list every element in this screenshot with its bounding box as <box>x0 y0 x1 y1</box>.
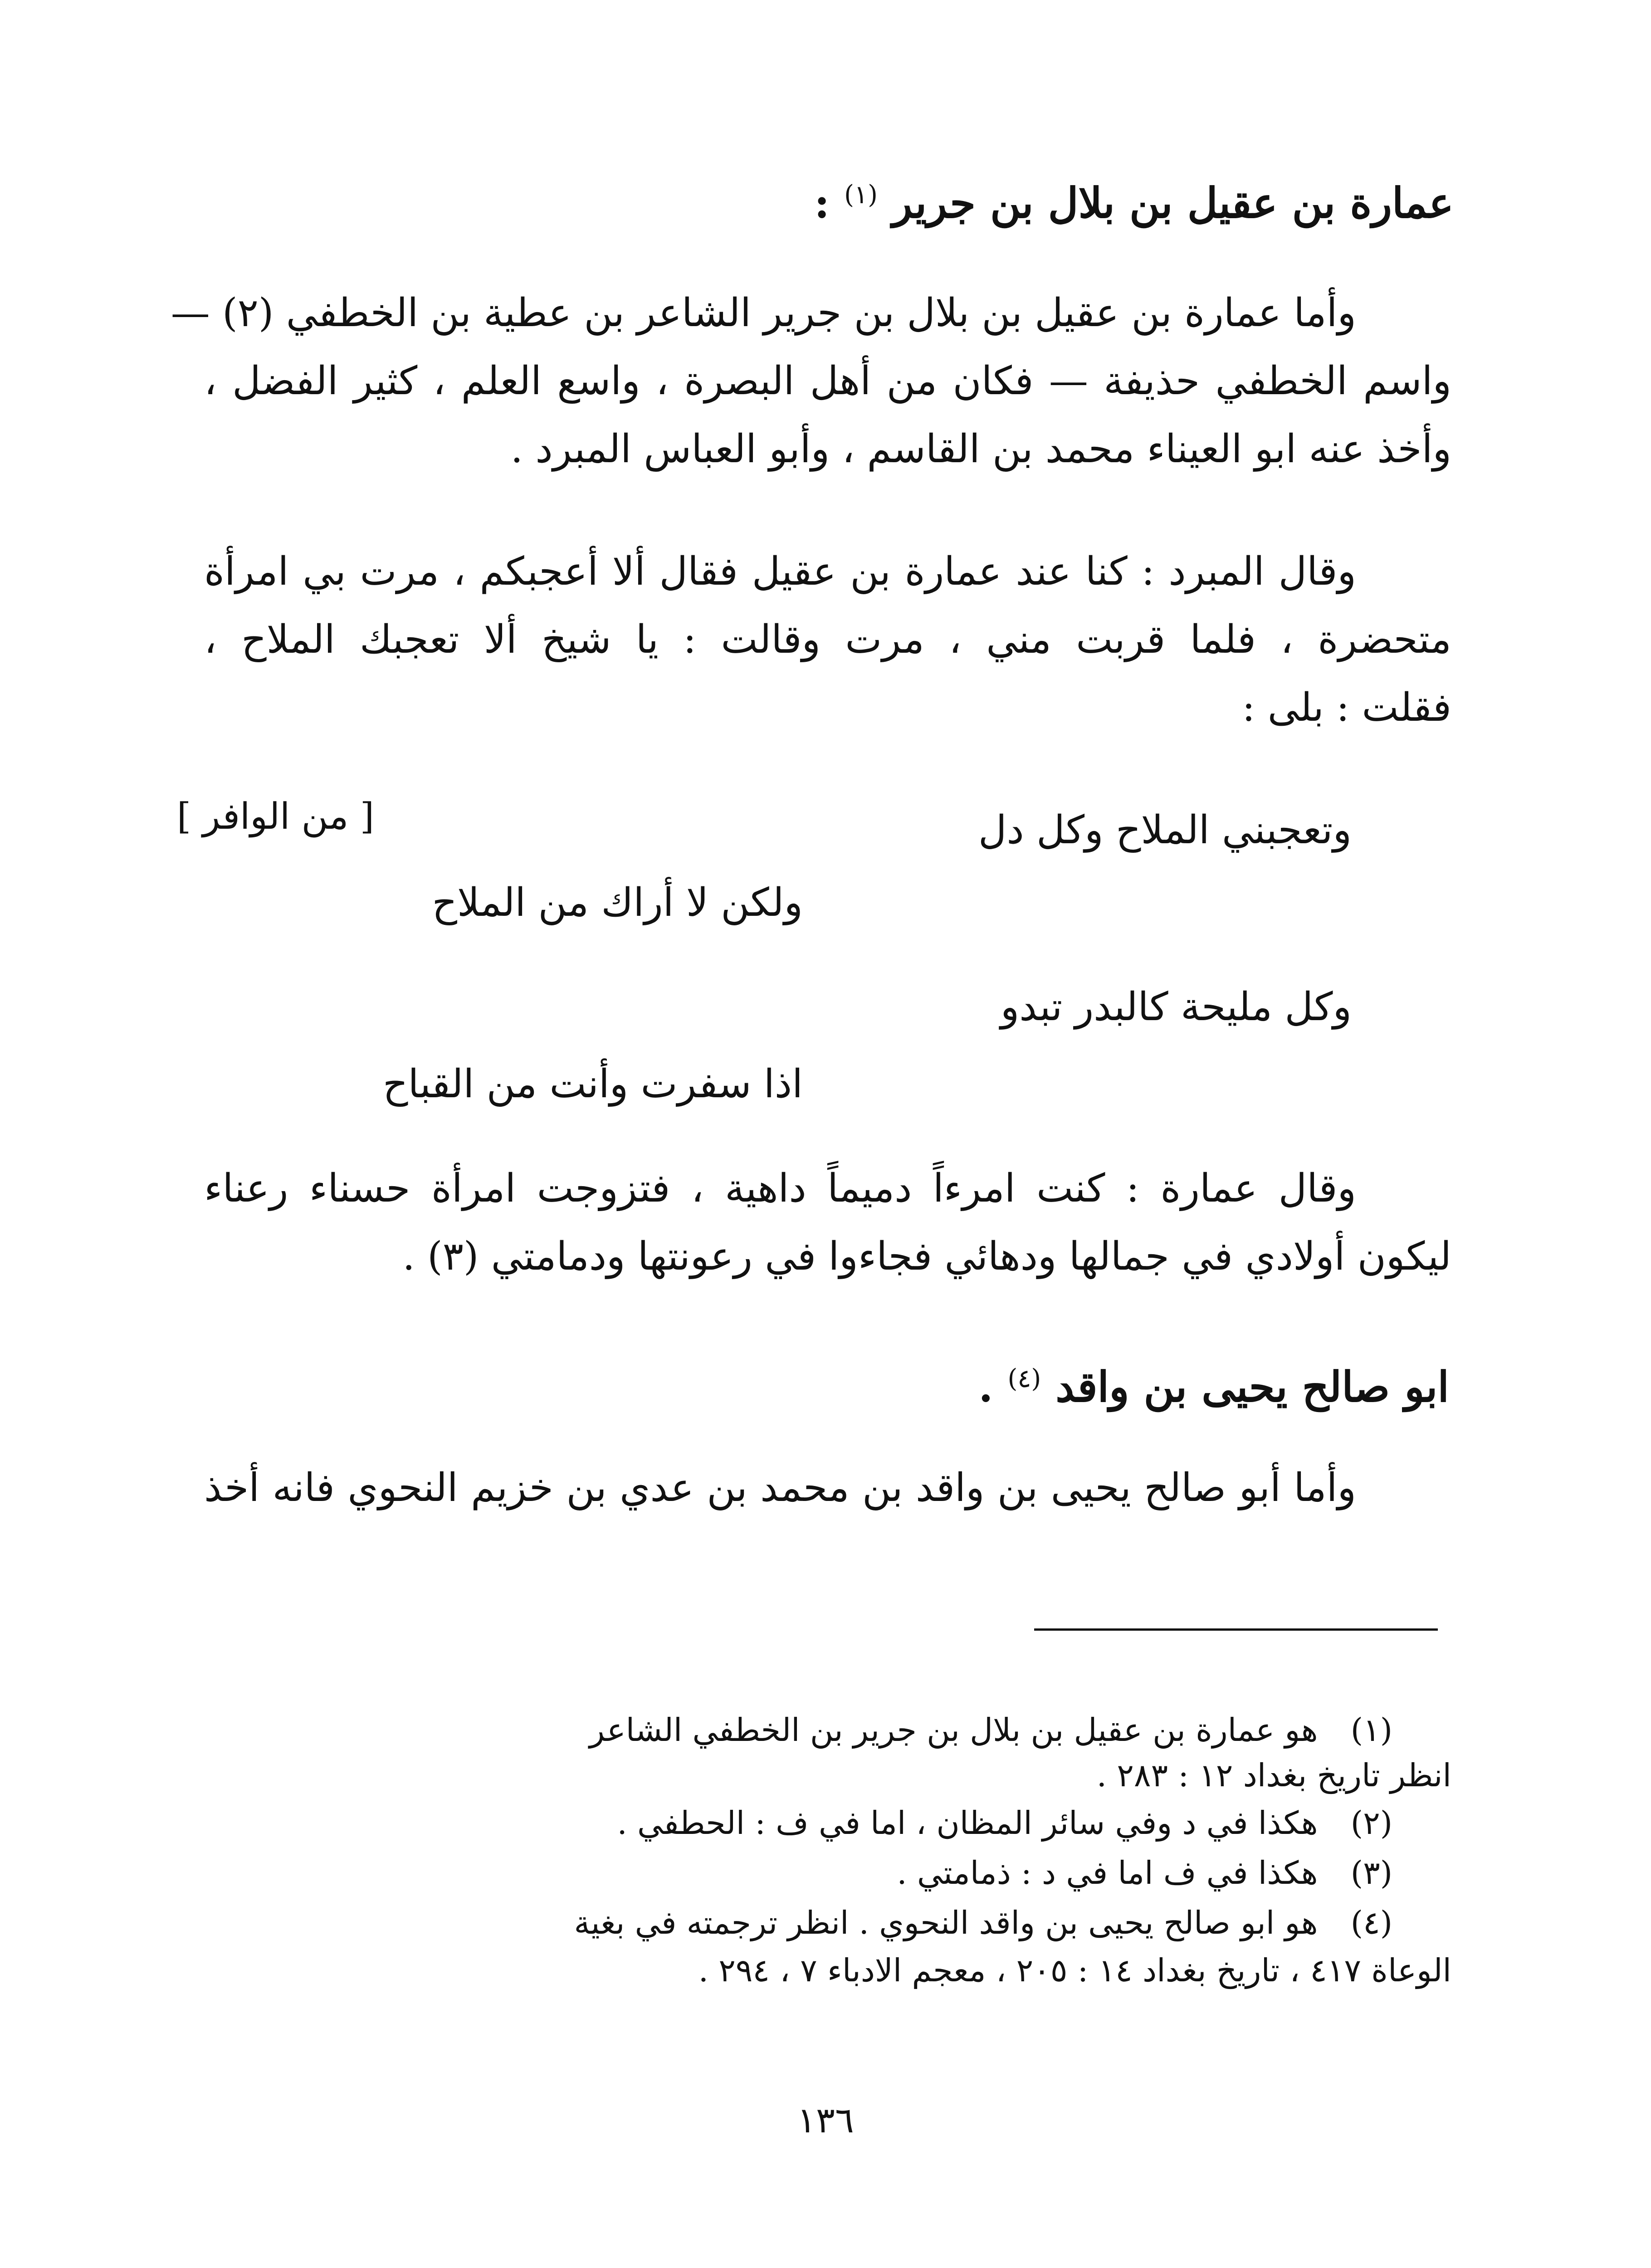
heading-colon: : <box>814 178 830 228</box>
footnote-ref: (٤) <box>1007 1364 1041 1393</box>
footnote-number: (٢) <box>1350 1804 1392 1842</box>
footnote-number: (٤) <box>1350 1904 1392 1941</box>
footnote-number: (١) <box>1350 1711 1392 1749</box>
verse-2-first-hemistich: وكل مليحة كالبدر تبدو <box>1000 984 1352 1030</box>
section-heading-yahya <box>860 1352 1449 1414</box>
footnote-4 <box>574 1898 1451 1947</box>
paragraph-yahya <box>204 1461 1451 1515</box>
paragraph-line: وأما عمارة بن عقيل بن بلال بن جرير الشاعر بن عطية بن الخطفي (٢) — <box>171 290 1356 336</box>
paragraph-line: وأما أبو صالح يحيى بن واقد بن محمد بن عدي بن خزيم النحوي فانه أخذ <box>204 1465 1356 1510</box>
paragraph-line: فقلت : بلى : <box>1242 685 1451 730</box>
footnote-divider <box>1034 1628 1438 1631</box>
heading-dot: . <box>978 1362 993 1412</box>
footnote-text: هكذا في ف اما في د : ذمامتي . <box>897 1854 1318 1892</box>
paragraph-umara-marriage <box>204 1161 1451 1284</box>
paragraph-line: ليكون أولادي في جمالها ودهائي فجاءوا في رعونتها ودمامتي (٣) . <box>402 1234 1451 1279</box>
paragraph-line: وقال عمارة : كنت امرءاً دميماً داهية ، فتزوجت امرأة حسناء رعناء <box>204 1166 1356 1211</box>
section-title: ابو صالح يحيى بن واقد <box>1055 1362 1449 1412</box>
page-number: ١٣٦ <box>797 2100 854 2141</box>
footnote-4-continuation: الوعاة ٤١٧ ، تاريخ بغداد ١٤ : ٢٠٥ ، معجم الادباء ٧ ، ٢٩٤ . <box>698 1952 1451 1989</box>
section-title: عمارة بن عقيل بن بلال بن جرير <box>892 178 1454 228</box>
footnote-text: هو عمارة بن عقيل بن بلال بن جرير بن الخطفي الشاعر <box>589 1711 1318 1749</box>
paragraph-line: واسم الخطفي حذيفة — فكان من أهل البصرة ، واسع العلم ، كثير الفضل ، <box>204 358 1451 404</box>
paragraph-biography <box>171 286 1451 476</box>
poem-meter-label: [ من الوافر ] <box>177 795 374 837</box>
footnote-1 <box>204 1706 1451 1755</box>
footnote-3 <box>897 1848 1451 1897</box>
footnote-ref: (١) <box>844 180 878 210</box>
section-heading-umara <box>814 168 1454 230</box>
footnote-text: هكذا في د وفي سائر المظان ، اما في ف : الحطفي . <box>617 1804 1318 1842</box>
verse-2-second-hemistich: اذا سفرت وأنت من القباح <box>382 1061 803 1107</box>
paragraph-line: وقال المبرد : كنا عند عمارة بن عقيل فقال ألا أعجبكم ، مرت بي امرأة <box>204 549 1356 594</box>
footnote-2 <box>617 1799 1451 1848</box>
paragraph-mubarrad-anecdote <box>204 544 1451 735</box>
verse-1-first-hemistich: وتعجبني الملاح وكل دل <box>978 807 1352 853</box>
paragraph-line: وأخذ عنه ابو العيناء محمد بن القاسم ، وأبو العباس المبرد . <box>510 426 1451 472</box>
verse-1-second-hemistich: ولكن لا أراك من الملاح <box>432 880 803 925</box>
footnote-number: (٣) <box>1350 1854 1392 1892</box>
footnote-text: هو ابو صالح يحيى بن واقد النحوي . انظر ترجمته في بغية <box>574 1904 1318 1941</box>
paragraph-line: متحضرة ، فلما قربت مني ، مرت وقالت : يا شيخ ألا تعجبك الملاح ، <box>204 617 1451 662</box>
footnote-1-continuation: انظر تاريخ بغداد ١٢ : ٢٨٣ . <box>1096 1757 1451 1794</box>
